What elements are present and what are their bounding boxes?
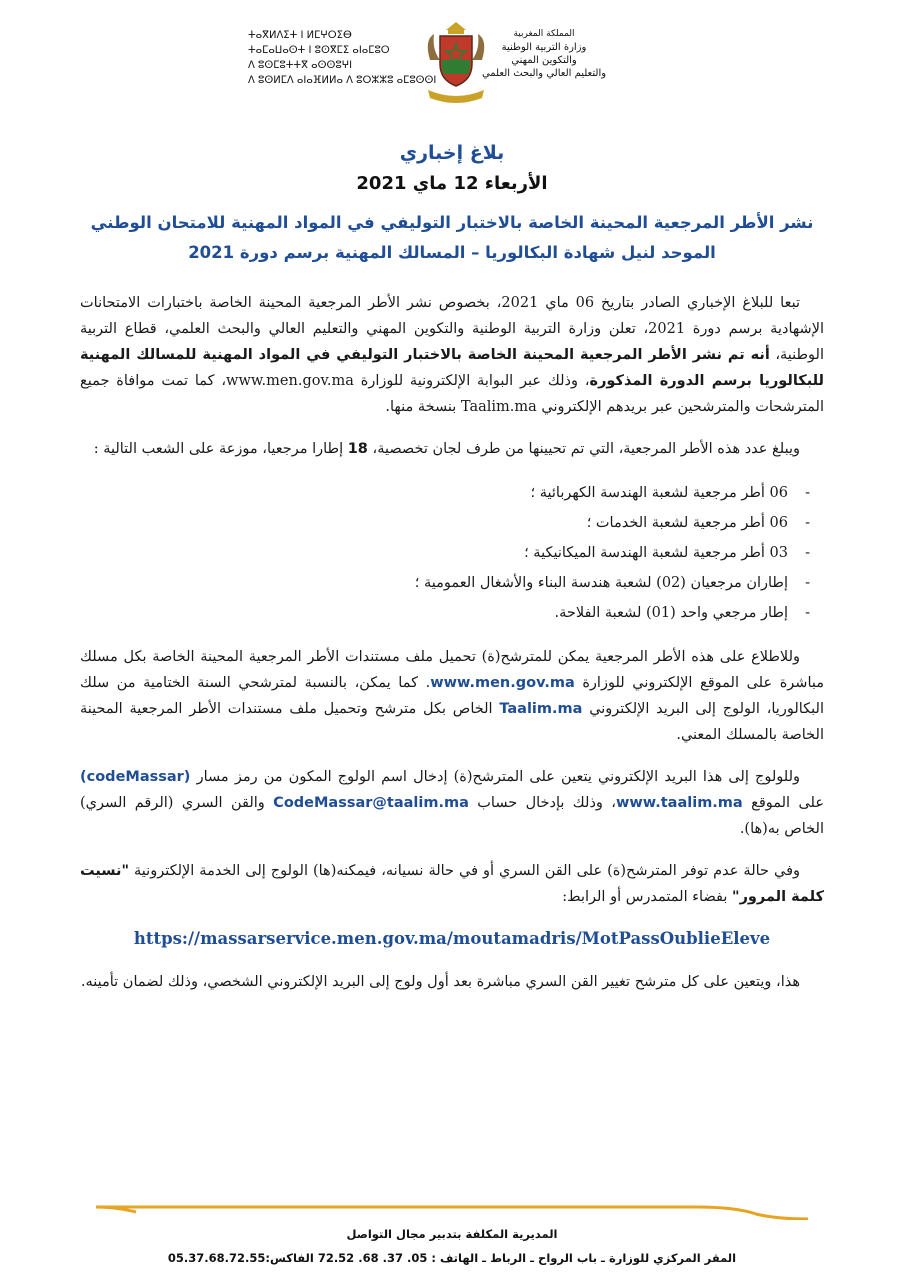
code-massar-label: (codeMassar) xyxy=(80,769,191,785)
text-run: تبعا للبلاغ الإخباري الصادر بتاريخ 06 ماي 2021، بخصوص نشر الأطر المرجعية المحينة الخاصة باختبارات الامتحانات الإشهادية برسم دورة 2021، تعلن وزارة التربية الوطنية والتكوين المهني والتعليم العالي والبحث العلمي، قطاع التربية الوطنية، xyxy=(80,295,824,363)
letterhead xyxy=(0,20,904,120)
text-run: إطارا مرجعيا، موزعة على الشعب التالية : xyxy=(93,441,344,457)
text-run: وللاطلاع على هذه الأطر المرجعية يمكن للمترشح(ة) تحميل ملف مستندات الأطر المرجعية المحينة الخاصة بكل مسلك مباشرة على الموقع الإلكتروني للوزارة xyxy=(80,649,825,691)
text-run: على الموقع xyxy=(751,795,825,811)
list-item: - 06 أطر مرجعية لشعبة الخدمات ؛ xyxy=(80,508,788,538)
paragraph-publication xyxy=(80,290,824,420)
text-run: ويبلغ عدد هذه الأطر المرجعية، التي تم تحيينها من طرف لجان تخصصية، xyxy=(372,441,800,457)
forgot-password-service: "نسيت كلمة المرور" xyxy=(80,863,824,905)
ministry-line: وزارة التربية الوطنية xyxy=(501,42,587,53)
paragraph-download xyxy=(80,644,824,748)
ministry-line: والتعليم العالي والبحث العلمي xyxy=(481,68,607,79)
framework-count: 18 xyxy=(347,441,368,457)
footer-divider xyxy=(96,1204,808,1220)
text-run: . كما يمكن، بالنسبة لمترشحي السنة الختامية من سلك البكالوريا، الولوج إلى البريد الإلكتروني xyxy=(80,675,825,717)
ministry-line: والتكوين المهني xyxy=(511,55,577,66)
taalim-link[interactable]: Taalim.ma xyxy=(499,701,583,717)
list-item: - 06 أطر مرجعية لشعبة الهندسة الكهربائية ؛ xyxy=(80,478,788,508)
paragraph-login xyxy=(80,764,824,842)
tifinagh-line: ⵜⴰⵎⴰⵡⴰⵙⵜ ⵏ ⵓⵙⴳⵎⵉ ⴰⵏⴰⵎⵓⵔ xyxy=(248,45,390,56)
tifinagh-line: ⴷ ⵓⵙⵎⵓⵜⵜⴳ ⴰⵙⵙⵓⵖⵏ xyxy=(248,60,353,71)
password-reset-link[interactable]: https://massarservice.men.gov.ma/moutamadris/MotPassOublieEleve xyxy=(133,929,771,948)
subject-line: نشر الأطر المرجعية المحينة الخاصة بالاختبار التوليفي في المواد المهنية للامتحان الوطني xyxy=(90,213,814,232)
bold-announcement: أنه تم نشر الأطر المرجعية المحينة الخاصة بالاختبار التوليفي في المواد المهنية للمسالك المهنية للبكالوريا برسم الدورة المذكورة xyxy=(80,347,825,389)
paragraph-count xyxy=(80,436,824,462)
list-item: - إطار مرجعي واحد (01) لشعبة الفلاحة. xyxy=(80,598,788,628)
text-run: وفي حالة عدم توفر المترشح(ة) على القن السري أو في حالة نسيانه، فيمكنه(ها) الولوج إلى الخدمة الإلكترونية xyxy=(134,863,800,879)
footer xyxy=(0,1222,904,1270)
ministry-website-link[interactable]: www.men.gov.ma xyxy=(430,675,575,691)
taalim-website-link[interactable]: www.taalim.ma xyxy=(615,795,743,811)
document-type: بلاغ إخباري xyxy=(399,142,505,164)
list-item: - 03 أطر مرجعية لشعبة الهندسة الميكانيكية ؛ xyxy=(80,538,788,568)
paragraph-change-password: هذا، ويتعين على كل مترشح تغيير القن السري مباشرة بعد أول ولوج إلى البريد الإلكتروني الشخصي، وذلك لضمان تأمينه. xyxy=(80,974,800,990)
paragraph-forgot-password xyxy=(80,858,824,910)
kingdom-name: المملكة المغربية xyxy=(513,29,575,39)
tifinagh-line: ⴷ ⵓⵙⵍⵎⴷ ⴰⵏⴰⴼⵍⵍⴰ ⴷ ⵓⵔⵣⵣⵓ ⴰⵎⵓⵙⵙⵏ xyxy=(248,75,437,86)
text-run: وللولوج إلى هذا البريد الإلكتروني يتعين على المترشح(ة) إدخال اسم الولوج المكون من رمز مسار xyxy=(196,769,800,785)
password-reset-url-line xyxy=(80,926,824,953)
text-run: والقن السري (الرقم السري) الخاص به(ها). xyxy=(80,795,824,837)
list-item: - إطاران مرجعيان (02) لشعبة هندسة البناء والأشغال العمومية ؛ xyxy=(80,568,788,598)
document-date: الأربعاء 12 ماي 2021 xyxy=(356,173,548,194)
text-run: ، وذلك بإدخال حساب xyxy=(477,795,616,811)
text-run: الخاص بكل مترشح وتحميل ملف مستندات الأطر المرجعية المحينة الخاصة بالمسلك المعني. xyxy=(80,701,824,743)
text-run: ، وذلك عبر البوابة الإلكترونية للوزارة www.men.gov.ma، كما تمت موافاة جميع المترشحات والمترشحين عبر بريدهم الإلكتروني Taalim.ma بنسخة منها. xyxy=(80,373,824,415)
title-block xyxy=(0,140,904,198)
footer-address: المقر المركزي للوزارة ـ باب الرواح ـ الرباط ـ الهاتف : 05. 37. 68. 72.52 الفاكس:05.37.68.72.55 xyxy=(167,1251,737,1265)
ministry-name xyxy=(470,28,618,80)
document-subject xyxy=(70,208,834,268)
branch-list xyxy=(80,478,824,628)
footer-directorate: المديرية المكلفة بتدبير مجال التواصل xyxy=(346,1227,558,1241)
account-email-link[interactable]: CodeMassar@taalim.ma xyxy=(273,795,469,811)
subject-line: الموحد لنيل شهادة البكالوريا – المسالك المهنية برسم دورة 2021 xyxy=(188,243,716,262)
text-run: بفضاء المتمدرس أو الرابط: xyxy=(562,889,728,905)
tifinagh-ministry-name xyxy=(248,28,437,88)
document-body xyxy=(80,290,824,1011)
tifinagh-line: ⵜⴰⴳⵍⴷⵉⵜ ⵏ ⵍⵎⵖⵔⵉⴱ xyxy=(248,30,352,41)
